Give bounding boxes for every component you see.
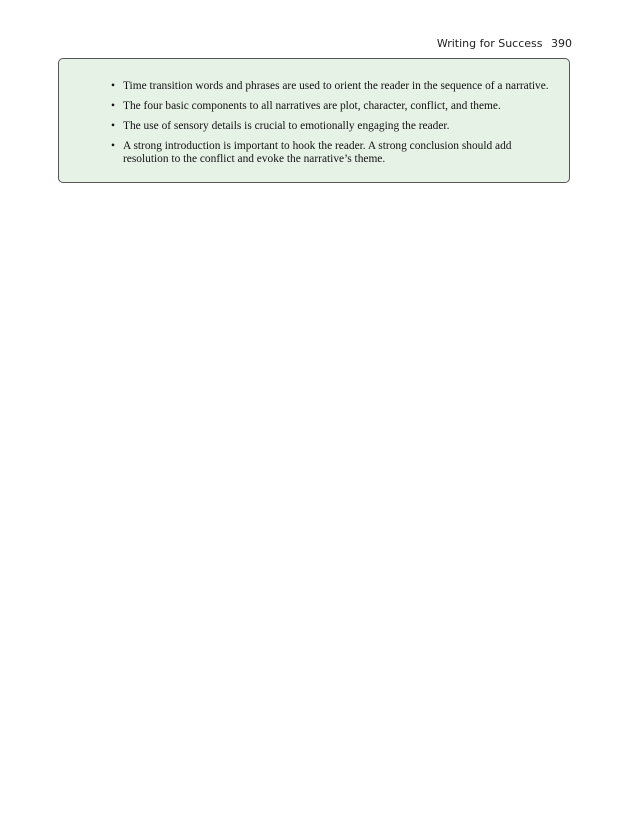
- takeaway-item: [111, 80, 551, 93]
- page-number: 390: [551, 37, 572, 50]
- takeaway-text: The use of sensory details is crucial to emotionally engaging the reader.: [123, 120, 450, 132]
- takeaway-list: [59, 59, 569, 166]
- takeaway-text: A strong introduction is important to hook the reader. A strong conclusion should add resolution to the conflict and evoke the narrative’s theme.: [123, 140, 512, 165]
- bullet-icon: •: [111, 100, 115, 112]
- running-header: [437, 37, 572, 50]
- takeaway-text: Time transition words and phrases are used to orient the reader in the sequence of a narrative.: [123, 80, 549, 92]
- takeaway-text: The four basic components to all narratives are plot, character, conflict, and theme.: [123, 100, 501, 112]
- takeaway-item: [111, 100, 551, 113]
- takeaway-item: [111, 120, 551, 133]
- bullet-icon: •: [111, 80, 115, 92]
- book-title: Writing for Success: [436, 37, 543, 50]
- key-takeaways-box: [58, 58, 570, 183]
- takeaway-item: [111, 140, 551, 166]
- bullet-icon: •: [111, 120, 115, 132]
- bullet-icon: •: [111, 140, 115, 152]
